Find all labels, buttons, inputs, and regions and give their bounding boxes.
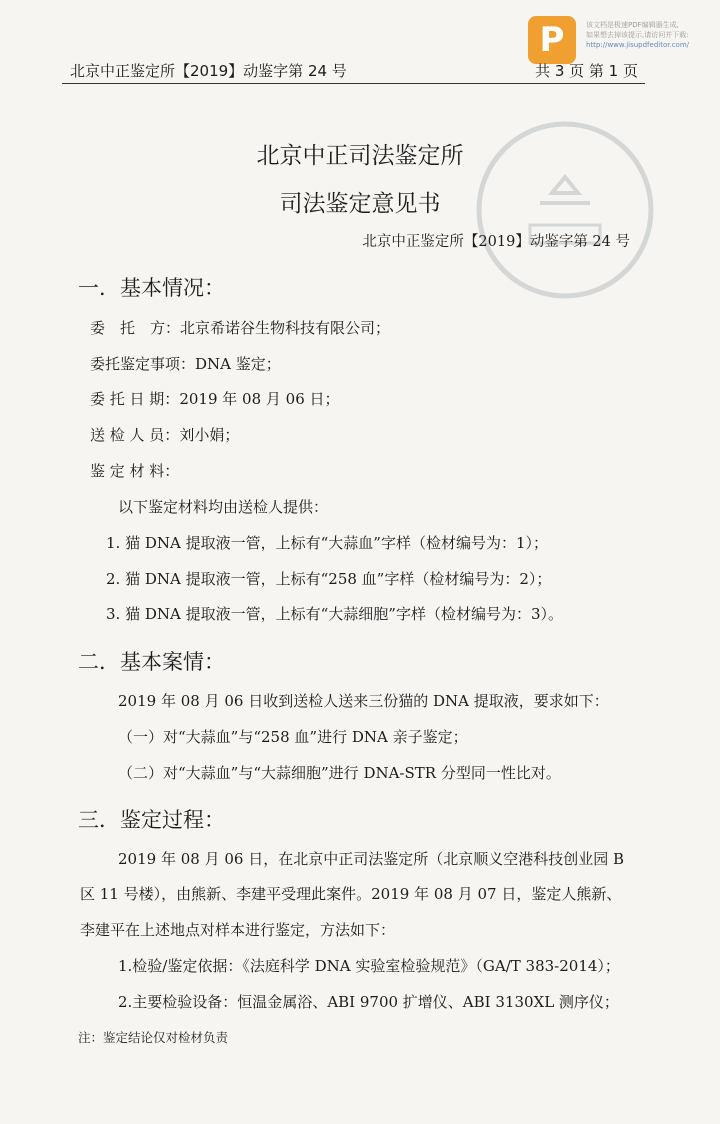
info-row-client bbox=[90, 317, 390, 338]
process-line-5: 2.主要检验设备：恒温金属浴、ABI 9700 扩增仪、ABI 3130XL 测序仪； bbox=[118, 993, 619, 1011]
watermark-line-2: 如果想去掉该提示,请访问并下载: bbox=[586, 31, 689, 39]
watermark-note bbox=[586, 20, 716, 50]
process-line-4: 1.检验/鉴定依据：《法庭科学 DNA 实验室检验规范》（GA/T 383-2014）； bbox=[118, 957, 620, 975]
case-line-3: （二）对“大蒜血”与“大蒜细胞”进行 DNA-STR 分型同一性比对。 bbox=[118, 764, 561, 782]
section-2-heading: 二．基本案情： bbox=[78, 650, 225, 674]
material-item-2: 2. 猫 DNA 提取液一管，上标有“258 血”字样（检材编号为：2）； bbox=[106, 570, 552, 588]
doc-title: 司法鉴定意见书 bbox=[279, 191, 441, 217]
info-row-value: 刘小娟； bbox=[179, 426, 240, 444]
info-row-materials bbox=[90, 460, 179, 481]
info-row-label: 委托鉴定事项： bbox=[90, 355, 196, 373]
header-doc-ref: 北京中正鉴定所【2019】动鉴字第 24 号 bbox=[70, 62, 347, 80]
info-row-value: DNA 鉴定； bbox=[195, 355, 281, 373]
material-item-1: 1. 猫 DNA 提取液一管，上标有“大蒜血”字样（检材编号为：1）； bbox=[106, 534, 548, 552]
info-row-value: 2019 年 08 月 06 日； bbox=[179, 390, 340, 408]
material-item-3: 3. 猫 DNA 提取液一管，上标有“大蒜细胞”字样（检材编号为：3）。 bbox=[106, 605, 563, 623]
info-row-label: 鉴 定 材 料： bbox=[90, 462, 180, 480]
info-row-date bbox=[90, 388, 340, 409]
doc-number: 北京中正鉴定所【2019】动鉴字第 24 号 bbox=[362, 234, 630, 250]
org-title: 北京中正司法鉴定所 bbox=[256, 143, 464, 169]
watermark-line-1: 该文档是极速PDF编辑器生成, bbox=[586, 21, 679, 29]
header-divider bbox=[62, 83, 645, 84]
info-row-label: 送 检 人 员： bbox=[90, 426, 180, 444]
footnote: 注：鉴定结论仅对检材负责 bbox=[78, 1030, 229, 1045]
info-row-matter bbox=[90, 353, 281, 374]
materials-intro: 以下鉴定材料均由送检人提供： bbox=[118, 498, 329, 516]
pdf-editor-logo-icon: P bbox=[528, 16, 576, 64]
case-line-2: （一）对“大蒜血”与“258 血”进行 DNA 亲子鉴定； bbox=[118, 728, 468, 746]
watermark-url[interactable]: http://www.jisupdfeditor.com/ bbox=[586, 41, 690, 49]
section-3-heading: 三．鉴定过程： bbox=[78, 808, 225, 832]
header-page-info: 共 3 页 第 1 页 bbox=[535, 62, 638, 80]
info-row-label: 委 托 日 期： bbox=[90, 390, 180, 408]
process-line-1: 2019 年 08 月 06 日，在北京中正司法鉴定所（北京顺义空港科技创业园 B bbox=[118, 850, 624, 868]
process-line-2: 区 11 号楼），由熊新、李建平受理此案件。2019 年 08 月 07 日，鉴定人熊新、 bbox=[80, 885, 622, 903]
section-1-heading: 一．基本情况： bbox=[78, 276, 225, 300]
case-line-1: 2019 年 08 月 06 日收到送检人送来三份猫的 DNA 提取液，要求如下： bbox=[118, 692, 609, 710]
info-row-label: 委 托 方： bbox=[90, 319, 181, 337]
process-line-3: 李建平在上述地点对样本进行鉴定，方法如下： bbox=[80, 921, 396, 939]
info-row-submitter bbox=[90, 424, 239, 445]
info-row-value: 北京希诺谷生物科技有限公司； bbox=[180, 319, 391, 337]
